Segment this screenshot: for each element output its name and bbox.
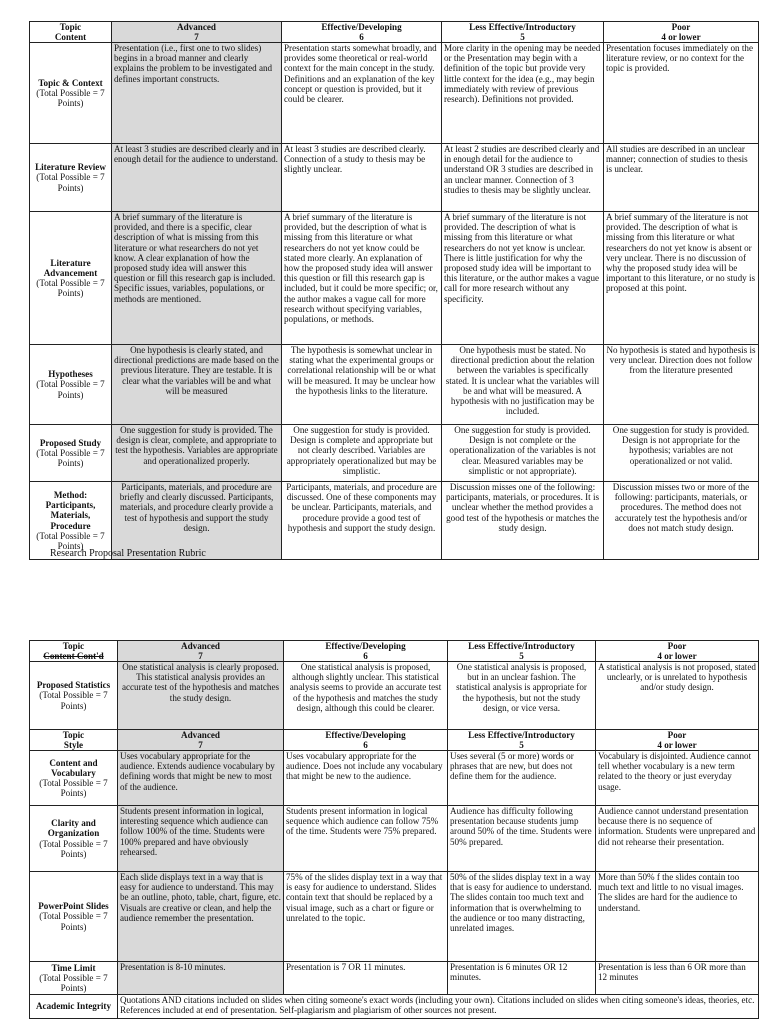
cell-poor: All studies are described in an unclear manner; connection of studies to thesis is unclear. — [604, 144, 759, 212]
header-topic: Topic Content Cont'd — [30, 641, 118, 662]
cell-advanced: Presentation is 8-10 minutes. — [118, 962, 284, 995]
cell-less-effective: One suggestion for study is provided. Design is not complete or the operationalization of the variables is not clear. Measured variables may be simplistic or not appropriate). — [442, 425, 604, 482]
rubric-caption: Research Proposal Presentation Rubric — [50, 548, 206, 559]
header-advanced: Advanced 7 — [112, 22, 282, 43]
cell-poor: Vocabulary is disjointed. Audience cannot tell whether vocabulary is a new term related to the theory or just everyday usage. — [596, 751, 759, 806]
header-poor: Poor 4 or lower — [604, 22, 759, 43]
cell-effective: At least 3 studies are described clearly. Connection of a study to thesis may be slightly unclear. — [282, 144, 442, 212]
cell-less-effective: More clarity in the opening may be needed or the Presentation may begin with a definition of the topic but provide very little context for the idea (e.g., may begin immediately with review of previous research). Definitions not provided. — [442, 43, 604, 144]
cell-effective: One suggestion for study is provided. Design is complete and appropriate but not clearly described. Variables are appropriately operationalized but may be simplistic. — [282, 425, 442, 482]
header-row-style — [30, 730, 759, 751]
cell-less-effective: A brief summary of the literature is not provided. The description of what is missing from this literature or what researchers do not yet know is unclear. There is little justification for why the proposed study idea will be important to this literature, or the author makes a vague call for more research without any specificity. — [442, 212, 604, 345]
header-less-effective: Less Effective/Introductory 5 — [448, 641, 596, 662]
cell-effective: A brief summary of the literature is provided, but the description of what is missing from this literature or what researchers do not yet know could be stated more clearly. An explanation of how the proposed study idea will answer this question or fill this research gap is included, but it could be more specific; or, the author makes a vague call for more research without specifying variables, populations, or methods. — [282, 212, 442, 345]
cell-advanced: One suggestion for study is provided. The design is clear, complete, and appropriate to test the hypothesis. Variables are appropriate and operationalized properly. — [112, 425, 282, 482]
header-poor: Poor 4 or lower — [596, 641, 759, 662]
header-topic: Topic Content — [30, 22, 112, 43]
cell-poor: More than 50% f the slides contain too much text and little to no visual images. The slides are hard for the audience to understand. — [596, 872, 759, 962]
cell-advanced: Uses vocabulary appropriate for the audience. Extends audience vocabulary by defining words that might be new to most of the audience. — [118, 751, 284, 806]
rubric-table-continued — [29, 640, 759, 1019]
cell-advanced: Each slide displays text in a way that is easy for audience to understand. This may be an outline, photo, table, chart, figure, etc. Visuals are creative or clean, and help the audience remember the presentation. — [118, 872, 284, 962]
cell-effective: Students present information in logical sequence which audience can follow 75% of the time. Students were 75% prepared. — [284, 806, 448, 872]
row-topic-context — [30, 43, 759, 144]
cell-less-effective: 50% of the slides display text in a way that is easy for audience to understand. The slides contain too much text and information that is overwhelming to the audience or too many distracting, unrelated images. — [448, 872, 596, 962]
topic-cell: Clarity and Organization (Total Possible = 7 Points) — [30, 806, 118, 872]
topic-cell: Proposed Study (Total Possible = 7 Points) — [30, 425, 112, 482]
cell-effective: 75% of the slides display text in a way that is easy for audience to understand. Slides contain text that should be replaced by a visual image, such as a chart or figure or unrelated to the topic. — [284, 872, 448, 962]
row-proposed-study — [30, 425, 759, 482]
cell-poor: Audience cannot understand presentation because there is no sequence of information. Students were unprepared and did not rehearse their presentation. — [596, 806, 759, 872]
topic-cell: PowerPoint Slides (Total Possible = 7 Points) — [30, 872, 118, 962]
cell-effective: Participants, materials, and procedure are discussed. One of these components may be unclear. Participants, materials, and procedure provide a good test of hypothesis and support the study design. — [282, 482, 442, 560]
header-topic: Topic Style — [30, 730, 118, 751]
row-content-vocabulary — [30, 751, 759, 806]
cell-poor: Presentation focuses immediately on the literature review, or no context for the topic is provided. — [604, 43, 759, 144]
cell-advanced: One hypothesis is clearly stated, and directional predictions are made based on the previous literature. They are testable. It is clear what the variables will be and what will be measured — [112, 345, 282, 425]
cell-poor: A statistical analysis is not proposed, stated unclearly, or is unrelated to hypothesis and/or study design. — [596, 662, 759, 730]
cell-poor: No hypothesis is stated and hypothesis is very unclear. Direction does not follow from the literature presented — [604, 345, 759, 425]
cell-less-effective: Audience has difficulty following presentation because students jump around 50% of the time. Students were 50% prepared. — [448, 806, 596, 872]
topic-cell: Literature Advancement (Total Possible = 7 Points) — [30, 212, 112, 345]
row-literature-advancement — [30, 212, 759, 345]
topic-cell: Time Limit (Total Possible = 7 Points) — [30, 962, 118, 995]
header-less-effective: Less Effective/Introductory 5 — [442, 22, 604, 43]
row-literature-review — [30, 144, 759, 212]
header-effective: Effective/Developing 6 — [282, 22, 442, 43]
header-advanced: Advanced 7 — [118, 730, 284, 751]
cell-effective: Presentation starts somewhat broadly, and provides some theoretical or real-world context for the main concept in the study. Definitions and an explanation of the key concept or question is provided, but it could be clearer. — [282, 43, 442, 144]
header-poor: Poor 4 or lower — [596, 730, 759, 751]
header-advanced: Advanced 7 — [118, 641, 284, 662]
cell-less-effective: Discussion misses one of the following: participants, materials, or procedures. It is unclear whether the method provides a good test of the hypothesis or matches the study design. — [442, 482, 604, 560]
cell-poor: A brief summary of the literature is not provided. The description of what is missing from this literature or what researchers do not yet know is absent or very unclear. There is no discussion of why the proposed study idea will be important to this literature, or no study is proposed at this point. — [604, 212, 759, 345]
cell-advanced: At least 3 studies are described clearly and in enough detail for the audience to understand. — [112, 144, 282, 212]
cell-poor: Discussion misses two or more of the following: participants, materials, or procedures. The method does not accurately test the hypothesis and/or does not match study design. — [604, 482, 759, 560]
cell-less-effective: One statistical analysis is proposed, but in an unclear fashion. The statistical analysis is appropriate for the hypothesis, but not the study design, or vice versa. — [448, 662, 596, 730]
cell-advanced: Participants, materials, and procedure are briefly and clearly discussed. Participants, materials, and procedure clearly provide a test of hypothesis and support the study design. — [112, 482, 282, 560]
topic-cell: Literature Review (Total Possible = 7 Points) — [30, 144, 112, 212]
rubric-table-content — [29, 21, 759, 560]
topic-cell: Method: Participants, Materials, Procedure (Total Possible = 7 Points) — [30, 482, 112, 560]
header-row — [30, 22, 759, 43]
cell-advanced: One statistical analysis is clearly proposed. This statistical analysis provides an accurate test of the hypothesis and matches the study design. — [118, 662, 284, 730]
cell-integrity-text: Quotations AND citations included on slides when citing someone's exact words (including your own). Citations included on slides when citing someone's ideas, theories, etc. References included at end of presentation. Self-plagiarism and plagiarism of other sources not present. — [118, 995, 759, 1019]
cell-advanced: Students present information in logical, interesting sequence which audience can follow 100% of the time. Students were 100% prepared and have obviously rehearsed. — [118, 806, 284, 872]
cell-effective: The hypothesis is somewhat unclear in stating what the experimental groups or correlational relationship will be or what will be measured. It may be unclear how the hypothesis links to the literature. — [282, 345, 442, 425]
cell-poor: One suggestion for study is provided. Design is not appropriate for the hypothesis; variables are not operationalized or not valid. — [604, 425, 759, 482]
cell-less-effective: At least 2 studies are described clearly and in enough detail for the audience to understand OR 3 studies are described in an unclear manner. Connection of 3 studies to thesis may be slightly unclear. — [442, 144, 604, 212]
row-powerpoint-slides — [30, 872, 759, 962]
cell-advanced: Presentation (i.e., first one to two slides) begins in a broad manner and clearly explains the problem to be investigated and defines important constructs. — [112, 43, 282, 144]
cell-less-effective: Presentation is 6 minutes OR 12 minutes. — [448, 962, 596, 995]
row-academic-integrity — [30, 995, 759, 1019]
row-proposed-statistics — [30, 662, 759, 730]
topic-cell: Academic Integrity — [30, 995, 118, 1019]
cell-poor: Presentation is less than 6 OR more than 12 minutes — [596, 962, 759, 995]
row-clarity-organization — [30, 806, 759, 872]
topic-cell: Topic & Context (Total Possible = 7 Points) — [30, 43, 112, 144]
cell-less-effective: Uses several (5 or more) words or phrases that are new, but does not define them for the audience. — [448, 751, 596, 806]
header-row — [30, 641, 759, 662]
topic-cell: Hypotheses (Total Possible = 7 Points) — [30, 345, 112, 425]
header-less-effective: Less Effective/Introductory 5 — [448, 730, 596, 751]
cell-less-effective: One hypothesis must be stated. No directional prediction about the relation between the variables is specifically stated. It is unclear what the variables will be and what will be measured. A hypothesis with no justification may be included. — [442, 345, 604, 425]
row-time-limit — [30, 962, 759, 995]
topic-cell: Content and Vocabulary (Total Possible = 7 Points) — [30, 751, 118, 806]
cell-effective: Presentation is 7 OR 11 minutes. — [284, 962, 448, 995]
cell-effective: One statistical analysis is proposed, although slightly unclear. This statistical analysis seems to provide an accurate test of the hypothesis and matches the study design, although this could be clearer. — [284, 662, 448, 730]
cell-effective: Uses vocabulary appropriate for the audience. Does not include any vocabulary that might be new to the audience. — [284, 751, 448, 806]
header-effective: Effective/Developing 6 — [284, 641, 448, 662]
header-effective: Effective/Developing 6 — [284, 730, 448, 751]
row-hypotheses — [30, 345, 759, 425]
topic-cell: Proposed Statistics (Total Possible = 7 Points) — [30, 662, 118, 730]
cell-advanced: A brief summary of the literature is provided, and there is a specific, clear description of what is missing from this literature or what researchers do not yet know. A clear explanation of how the proposed study idea will answer this question or fill this research gap is included. Specific issues, variables, populations, or methods are mentioned. — [112, 212, 282, 345]
